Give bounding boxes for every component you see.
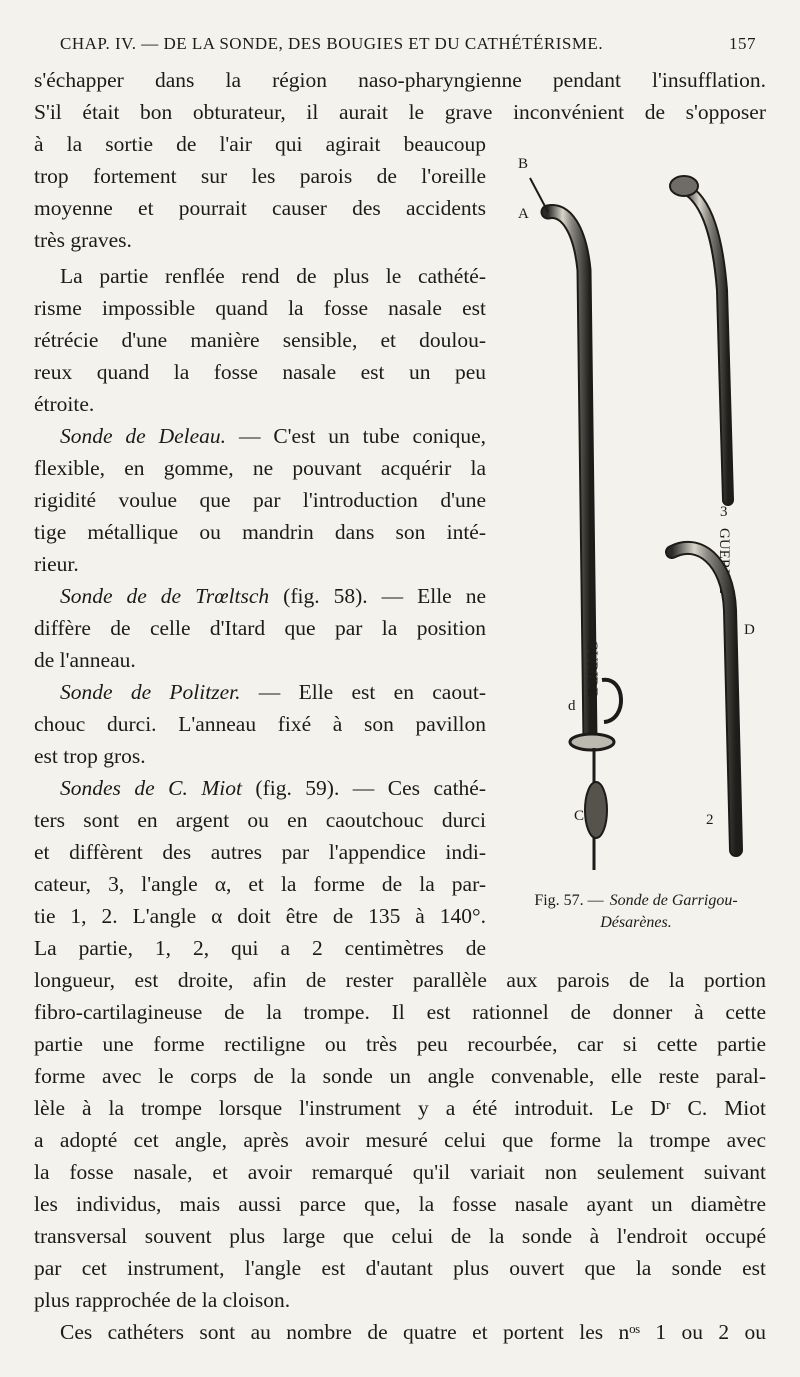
miot-heading: Sondes de C. Miot — [60, 776, 242, 800]
text-line: rieur. — [34, 552, 79, 576]
politzer-first-line — [60, 676, 486, 708]
text-line: s'échapper dans la région naso-pharyngienne pendant l'insufflation. — [34, 68, 766, 92]
figure-57-illustration — [508, 120, 778, 880]
page-number: 157 — [729, 34, 756, 53]
text-line: est trop gros. — [34, 744, 146, 768]
paragraph-first-line: La partie renflée rend de plus le cathété- — [60, 264, 486, 288]
catheter-ring — [602, 680, 621, 722]
figure-caption-label: Fig. 57. — — [534, 892, 604, 909]
text-line: diffère de celle d'Itard que par la position — [34, 616, 486, 640]
number-3: 3 — [720, 504, 728, 520]
text-line: de l'anneau. — [34, 648, 136, 672]
engraved-guride-main: GURIDE — [584, 640, 600, 697]
text-line: tige métallique ou mandrin dans son inté- — [34, 520, 486, 544]
running-header — [60, 34, 760, 56]
troeltsch-first-line — [60, 580, 486, 612]
catheter-2 — [672, 548, 755, 850]
text-line: par cet instrument, l'angle est d'autant plus ouvert que la sonde est — [34, 1256, 766, 1280]
text-line: transversal souvent plus large que celui de la sonde à l'endroit occupé — [34, 1224, 766, 1248]
text-line: rétrécie d'une manière sensible, et doulou- — [34, 328, 486, 352]
text-line: tie 1, 2. L'angle α doit être de 135 à 140°. — [34, 904, 486, 928]
troeltsch-heading: Sonde de de Trœltsch — [60, 584, 270, 608]
text-line: étroite. — [34, 392, 95, 416]
text-line: très graves. — [34, 228, 132, 252]
text-line: les individus, mais aussi parce que, la fosse nasale ayant un diamètre — [34, 1192, 766, 1216]
number-2: 2 — [706, 812, 714, 828]
text-line: risme impossible quand la fosse nasale est — [34, 296, 486, 320]
text-line: rigidité voulue que par l'introduction d'une — [34, 488, 486, 512]
catheter-3 — [670, 176, 732, 594]
engraved-guride-small: GUERIDE — [716, 528, 732, 594]
text-line: lèle à la trompe lorsque l'instrument y a été introduit. Le Dʳ C. Miot — [34, 1096, 766, 1120]
text-line: flexible, en gomme, ne pouvant acquérir la — [34, 456, 486, 480]
text-line: reux quand la fosse nasale est un peu — [34, 360, 486, 384]
mandrin-knob — [585, 782, 607, 838]
troeltsch-first-rest: (fig. 58). — Elle ne — [269, 584, 486, 608]
miot-first-line — [60, 772, 486, 804]
text-line: et diffèrent des autres par l'appendice indi- — [34, 840, 486, 864]
text-line: moyenne et pourrait causer des accidents — [34, 196, 486, 220]
text-line: S'il était bon obturateur, il aurait le grave inconvénient de s'opposer — [34, 100, 766, 124]
figure-caption-text: Sonde de Garrigou-Désarènes. — [600, 892, 738, 931]
letter-c: C — [574, 808, 585, 824]
politzer-first-rest: — Elle est en caout- — [240, 680, 486, 704]
text-line: plus rapprochée de la cloison. — [34, 1288, 291, 1312]
text-line: partie une forme rectiligne ou très peu recourbée, car si cette partie — [34, 1032, 766, 1056]
politzer-heading: Sonde de Politzer. — [60, 680, 241, 704]
text-line: forme avec le corps de la sonde un angle convenable, elle reste paral- — [34, 1064, 766, 1088]
catheter-funnel — [570, 734, 614, 750]
running-title: CHAP. IV. — DE LA SONDE, DES BOUGIES ET DU CATHÉTÉRISME. — [60, 34, 604, 53]
text-line: La partie, 1, 2, qui a 2 centimètres de — [34, 936, 486, 960]
letter-d-small: d — [568, 698, 576, 714]
text-line: la fosse nasale, et avoir remarqué qu'il variait non seulement suivant — [34, 1160, 766, 1184]
letter-a: A — [518, 206, 529, 222]
text-line: ters sont en argent ou en caoutchouc durci — [34, 808, 486, 832]
catheter-tube-highlight — [548, 212, 590, 740]
main-catheter — [518, 156, 621, 870]
deleau-first-rest: — C'est un tube conique, — [226, 424, 486, 448]
deleau-heading: Sonde de Deleau. — [60, 424, 227, 448]
text-line: a adopté cet angle, après avoir mesuré celui que forme la trompe avec — [34, 1128, 766, 1152]
text-line: trop fortement sur les parois de l'oreille — [34, 164, 486, 188]
text-line: cateur, 3, l'angle α, et la forme de la par- — [34, 872, 486, 896]
miot-first-rest: (fig. 59). — Ces cathé- — [241, 776, 486, 800]
figure-caption — [505, 890, 767, 934]
text-line: longueur, est droite, afin de rester parallèle aux parois de la portion — [34, 968, 766, 992]
text-line: chouc durci. L'anneau fixé à son pavillon — [34, 712, 486, 736]
stylet-tip — [530, 178, 548, 212]
text-line: fibro-cartilagineuse de la trompe. Il est rationnel de donner à cette — [34, 1000, 766, 1024]
letter-b: B — [518, 156, 529, 172]
catheter-3-tip — [670, 176, 698, 196]
deleau-first-line — [60, 420, 486, 452]
text-line: à la sortie de l'air qui agirait beaucoup — [34, 132, 486, 156]
paragraph-first-line: Ces cathéters sont au nombre de quatre et portent les nᵒˢ 1 ou 2 ou — [60, 1320, 766, 1344]
letter-d: D — [744, 622, 755, 638]
